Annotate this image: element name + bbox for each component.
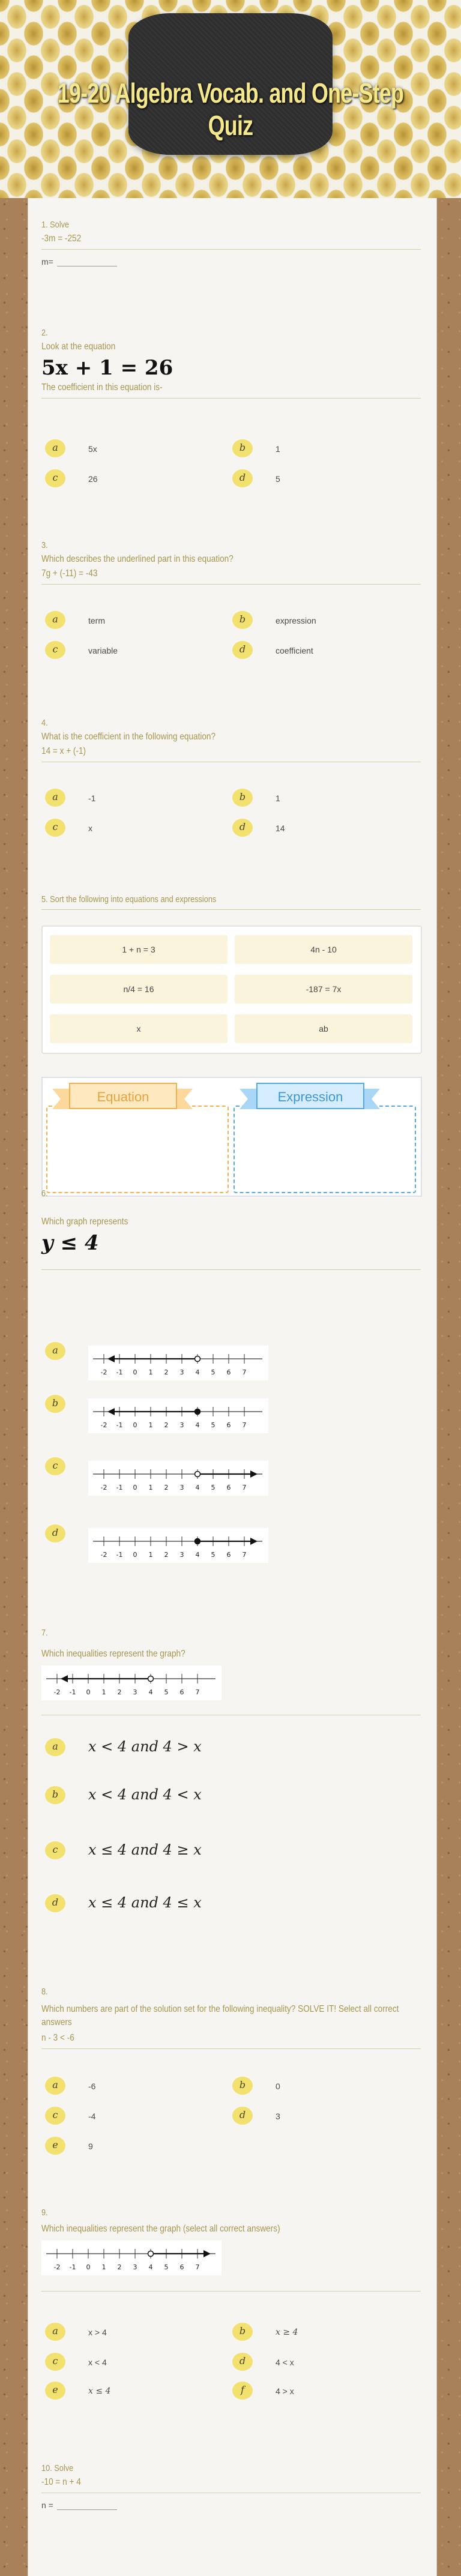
open-point [148, 1676, 154, 1682]
divider [41, 1269, 421, 1270]
option-letter: e [45, 2137, 65, 2155]
tick-label: -2 [100, 1551, 107, 1559]
option-text: 4 < x [276, 2358, 294, 2367]
question-9 [41, 2207, 421, 2292]
open-point [195, 1356, 200, 1362]
tick-label: 3 [133, 2263, 137, 2271]
option-letter: d [232, 2107, 253, 2125]
option-text: coefficient [276, 646, 313, 655]
tick-label: -1 [116, 1368, 123, 1376]
option-text: x < 4 [88, 2358, 107, 2367]
option-letter: f [232, 2382, 253, 2400]
question-prompt: Which numbers are part of the solution set for the following inequality? SOLVE IT! Select all correct answers [41, 2004, 399, 2027]
question-number: 6. [41, 1188, 48, 1199]
option-text: 14 [276, 823, 285, 833]
sort-item[interactable]: 1 + n = 3 [50, 935, 227, 964]
option-letter: b [232, 2323, 253, 2341]
option-c[interactable] [41, 467, 221, 491]
option-c[interactable] [41, 1455, 402, 1497]
question-number: 2. [41, 328, 48, 338]
option-d[interactable] [229, 816, 409, 840]
option-text: x ≤ 4 and 4 ≥ x [88, 1841, 202, 1858]
graph-background [88, 1398, 268, 1433]
option-a[interactable] [41, 437, 221, 461]
tick-label: -2 [100, 1368, 107, 1376]
expression-bin[interactable] [234, 1106, 416, 1193]
option-text: -6 [88, 2081, 96, 2091]
tick-label: 0 [133, 1484, 137, 1491]
question-prompt: Which graph represents [41, 1217, 128, 1227]
sort-item[interactable]: n/4 = 16 [50, 975, 227, 1004]
graph-background [88, 1461, 268, 1496]
question-prompt: Which describes the underlined part in this equation? [41, 554, 234, 564]
open-point [148, 2251, 154, 2257]
option-a[interactable] [41, 786, 221, 810]
number-line-graph [88, 1398, 268, 1433]
option-letter: c [45, 2107, 65, 2125]
quiz-sheet [28, 198, 437, 2576]
tick-label: 0 [133, 1421, 137, 1429]
quiz-header [0, 0, 461, 198]
option-d[interactable] [229, 2104, 409, 2128]
option-letter: a [45, 611, 65, 629]
option-b[interactable] [229, 2074, 409, 2098]
tick-label: 5 [211, 1421, 215, 1429]
tick-label: 3 [179, 1484, 184, 1491]
number-line-graph [41, 2240, 221, 2275]
graph-background [88, 1528, 268, 1563]
question-prompt: Which inequalities represent the graph (select all correct answers) [41, 2224, 280, 2234]
option-b[interactable] [229, 786, 409, 810]
question-10 [41, 2463, 421, 2510]
divider [41, 249, 421, 250]
tick-label: 0 [133, 1368, 137, 1376]
number-line-graph [88, 1528, 268, 1563]
tick-label: 2 [164, 1368, 169, 1376]
option-letter: a [45, 439, 65, 457]
option-text: x ≥ 4 [276, 2328, 298, 2337]
tick-label: 2 [164, 1421, 169, 1429]
answer-row [41, 257, 421, 266]
closed-point [195, 1409, 200, 1415]
option-letter: c [45, 1841, 65, 1859]
divider [41, 398, 421, 399]
option-letter: c [45, 819, 65, 837]
option-text: -1 [88, 793, 96, 803]
option-letter: b [232, 789, 253, 807]
divider [41, 909, 421, 910]
option-e[interactable] [41, 2379, 221, 2403]
answer-label: m= [41, 257, 53, 266]
tick-label: -2 [100, 1421, 107, 1429]
option-text: variable [88, 646, 118, 655]
open-point [195, 1472, 200, 1477]
tick-label: 1 [101, 1688, 106, 1696]
option-a[interactable] [41, 1340, 402, 1382]
option-letter: d [232, 469, 253, 487]
tick-label: 1 [148, 1421, 153, 1429]
tick-label: 6 [226, 1368, 231, 1376]
question-number: 8. [41, 1987, 48, 1997]
question-prompt: Look at the equation [41, 342, 116, 352]
option-text: 5x [88, 444, 97, 454]
option-letter: a [45, 2323, 65, 2341]
sort-bins [41, 1077, 422, 1197]
option-text: x [88, 823, 92, 833]
equation-text: n - 3 < -6 [41, 2033, 74, 2043]
tick-label: 3 [179, 1421, 184, 1429]
option-text: 26 [88, 474, 98, 484]
option-d[interactable] [229, 639, 409, 663]
tick-label: 6 [179, 1688, 184, 1696]
closed-point [195, 1539, 200, 1544]
question-number: 5. Sort the following into equations and expressions [41, 894, 217, 904]
tick-label: -1 [116, 1551, 123, 1559]
option-text: 9 [88, 2141, 93, 2151]
option-letter: d [45, 1524, 65, 1542]
sort-item[interactable]: x [50, 1014, 227, 1043]
divider [41, 2048, 421, 2049]
sort-item[interactable]: ab [235, 1014, 412, 1043]
option-letter: e [45, 2382, 65, 2400]
question-number: 7. [41, 1628, 48, 1638]
tick-label: 3 [179, 1368, 184, 1376]
question-5 [41, 894, 421, 910]
option-text: x < 4 and 4 < x [88, 1786, 202, 1803]
question-number: 10. Solve [41, 2463, 74, 2473]
question-prompt: -10 = n + 4 [41, 2477, 81, 2487]
tick-label: 6 [226, 1551, 231, 1559]
option-text: -4 [88, 2111, 96, 2121]
number-line-graph [88, 1346, 268, 1380]
tick-label: 7 [242, 1368, 247, 1376]
tick-label: 5 [211, 1551, 215, 1559]
option-b[interactable] [41, 1784, 402, 1808]
option-text: x ≤ 4 [88, 2386, 111, 2396]
option-a[interactable] [41, 2320, 221, 2344]
tick-label: -1 [69, 1688, 76, 1696]
graph-background [41, 2240, 221, 2275]
option-b[interactable] [229, 2320, 409, 2344]
question-text: The coefficient in this equation is- [41, 382, 163, 393]
equation-image: 5x + 1 = 26 [41, 356, 173, 380]
option-c[interactable] [41, 639, 221, 663]
option-a[interactable] [41, 2074, 221, 2098]
option-letter: a [45, 1342, 65, 1360]
tick-label: 5 [164, 1688, 169, 1696]
tick-label: -2 [53, 1688, 61, 1696]
equation-text: 14 = x + (-1) [41, 746, 86, 756]
option-b[interactable] [229, 609, 409, 633]
option-c[interactable] [41, 2350, 221, 2374]
option-letter: b [232, 439, 253, 457]
tick-label: 7 [242, 1421, 247, 1429]
tick-label: -1 [69, 2263, 76, 2271]
tick-label: 0 [86, 2263, 91, 2271]
option-letter: c [45, 469, 65, 487]
option-e[interactable] [41, 2134, 221, 2158]
tick-label: 7 [242, 1551, 247, 1559]
option-letter: b [45, 1395, 65, 1413]
option-letter: a [45, 789, 65, 807]
option-b[interactable] [41, 1392, 402, 1434]
tick-label: -2 [100, 1484, 107, 1491]
tick-label: 3 [179, 1551, 184, 1559]
question-prompt: What is the coefficient in the following equation? [41, 732, 216, 742]
option-text: term [88, 616, 105, 625]
divider [41, 2291, 421, 2292]
option-text: 0 [276, 2081, 280, 2091]
option-c[interactable] [41, 2104, 221, 2128]
option-letter: c [45, 1457, 65, 1475]
tick-label: 2 [164, 1551, 169, 1559]
tick-label: -1 [116, 1484, 123, 1491]
tick-label: 2 [164, 1484, 169, 1491]
option-text: 1 [276, 444, 280, 454]
answer-input[interactable] [57, 258, 117, 266]
graph-background [88, 1346, 268, 1380]
option-letter: b [232, 611, 253, 629]
tick-label: 2 [117, 2263, 122, 2271]
answer-input[interactable] [57, 2502, 117, 2510]
tick-label: 4 [148, 2263, 153, 2271]
option-text: 3 [276, 2111, 280, 2121]
option-text: x < 4 and 4 > x [88, 1738, 202, 1755]
option-d[interactable] [41, 1892, 402, 1916]
question-number: 3. [41, 540, 48, 550]
number-line-graph [88, 1461, 268, 1496]
tick-label: 4 [195, 1551, 200, 1559]
equation-label: Equation [69, 1083, 177, 1109]
option-letter: d [232, 819, 253, 837]
equation-ribbon [51, 1083, 154, 1109]
option-letter: b [232, 2077, 253, 2095]
divider [41, 584, 421, 585]
expression-ribbon [238, 1083, 342, 1109]
tick-label: 1 [148, 1551, 153, 1559]
question-prompt: -3m = -252 [41, 233, 82, 244]
option-letter: c [45, 2353, 65, 2371]
option-text: expression [276, 616, 316, 625]
option-letter: a [45, 1738, 65, 1756]
question-prompt: Which inequalities represent the graph? [41, 1649, 185, 1659]
tick-label: 0 [133, 1551, 137, 1559]
question-number: 1. Solve [41, 220, 70, 230]
quiz-title: 19-20 Algebra Vocab. and One-Step Quiz [57, 77, 404, 141]
tick-label: 3 [133, 1688, 137, 1696]
option-text: x > 4 [88, 2328, 107, 2337]
equation-text: 7g + (-11) = -43 [41, 568, 98, 579]
sort-item[interactable]: -187 = 7x [235, 975, 412, 1004]
tick-label: 6 [226, 1421, 231, 1429]
option-a[interactable] [41, 609, 221, 633]
option-text: 1 [276, 793, 280, 803]
tick-label: 6 [226, 1484, 231, 1491]
option-a[interactable] [41, 1736, 402, 1760]
option-letter: a [45, 2077, 65, 2095]
option-letter: b [45, 1786, 65, 1804]
option-letter: d [45, 1894, 65, 1912]
question-1 [41, 220, 421, 266]
sort-items-box [41, 925, 422, 1054]
tick-label: 1 [101, 2263, 106, 2271]
tick-label: 5 [164, 2263, 169, 2271]
option-letter: c [45, 641, 65, 659]
tick-label: 4 [195, 1421, 200, 1429]
question-6 [41, 1188, 421, 1270]
option-text: 5 [276, 474, 280, 484]
option-d[interactable] [229, 467, 409, 491]
option-letter: d [232, 641, 253, 659]
option-d[interactable] [41, 1522, 402, 1564]
option-c[interactable] [41, 1839, 402, 1863]
tick-label: 4 [148, 1688, 153, 1696]
option-letter: d [232, 2353, 253, 2371]
question-3 [41, 540, 421, 585]
question-graph [41, 2238, 421, 2277]
question-2 [41, 328, 421, 399]
sort-item[interactable]: 4n - 10 [235, 935, 412, 964]
tick-label: 4 [195, 1368, 200, 1376]
option-c[interactable] [41, 816, 221, 840]
option-text: x ≤ 4 and 4 ≤ x [88, 1894, 202, 1911]
question-8 [41, 1987, 421, 2049]
question-graph [41, 1663, 421, 1702]
tick-label: 6 [179, 2263, 184, 2271]
tick-label: 1 [148, 1484, 153, 1491]
option-b[interactable] [229, 437, 409, 461]
tick-label: 1 [148, 1368, 153, 1376]
tick-label: 7 [195, 2263, 200, 2271]
question-4 [41, 718, 421, 762]
answer-label: n = [41, 2500, 53, 2510]
option-d[interactable] [229, 2350, 409, 2374]
answer-row [41, 2500, 421, 2510]
tick-label: 7 [242, 1484, 247, 1491]
graph-background [41, 1666, 221, 1700]
tick-label: 2 [117, 1688, 122, 1696]
inequality-image: y ≤ 4 [41, 1231, 99, 1255]
equation-bin[interactable] [46, 1106, 229, 1193]
tick-label: 0 [86, 1688, 91, 1696]
question-number: 9. [41, 2207, 48, 2218]
tick-label: 5 [211, 1484, 215, 1491]
tick-label: 4 [195, 1484, 200, 1491]
tick-label: -2 [53, 2263, 61, 2271]
tick-label: 7 [195, 1688, 200, 1696]
expression-label: Expression [256, 1083, 364, 1109]
number-line-graph [41, 1666, 221, 1700]
option-text: 4 > x [276, 2386, 294, 2396]
tick-label: 5 [211, 1368, 215, 1376]
question-7 [41, 1628, 421, 1715]
question-number: 4. [41, 718, 48, 728]
tick-label: -1 [116, 1421, 123, 1429]
option-f[interactable] [229, 2379, 409, 2403]
